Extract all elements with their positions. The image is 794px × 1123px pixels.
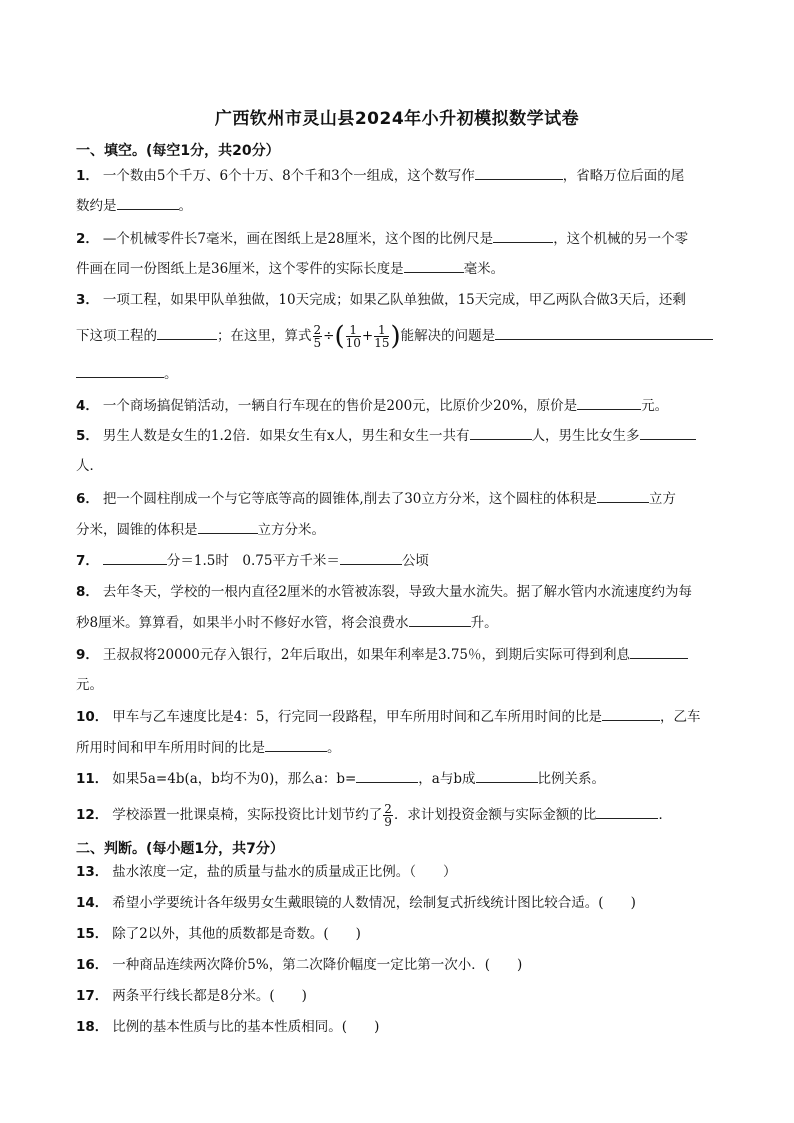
question-2 bbox=[76, 228, 688, 249]
question-text: 王叔叔将20000元存入银行，2年后取出，如果年利率是3.75％，到期后实际可得到利息 bbox=[102, 647, 630, 663]
question-text[interactable]: 比例的基本性质与比的基本性质相同。( ) bbox=[112, 1019, 380, 1035]
answer-blank[interactable] bbox=[597, 488, 649, 503]
answer-blank[interactable] bbox=[495, 325, 713, 340]
question-text: 一个商场搞促销活动，一辆自行车现在的售价是200元，比原价少20%，原价是 bbox=[102, 398, 578, 414]
question-5 bbox=[76, 425, 696, 446]
question-text: 甲车与乙车速度比是4：5，行完同一段路程，甲车所用时间和乙车所用时间的比是 bbox=[112, 709, 602, 725]
answer-blank[interactable] bbox=[640, 425, 696, 440]
answer-blank[interactable] bbox=[404, 258, 464, 273]
question-8-cont bbox=[76, 612, 498, 633]
answer-blank[interactable] bbox=[198, 519, 258, 534]
question-2-cont bbox=[76, 258, 504, 279]
question-text: 分＝1.5时 0.75平方千米＝ bbox=[166, 553, 340, 569]
question-text: ，a与b成 bbox=[418, 771, 476, 787]
question-15 bbox=[76, 924, 361, 944]
question-11 bbox=[76, 768, 605, 789]
question-number: 3． bbox=[76, 292, 99, 308]
section-judgement-heading: 二、判断。(每小题1分，共7分） bbox=[76, 841, 284, 857]
question-text: ． bbox=[658, 807, 672, 823]
question-text: 秒8厘米。算算看，如果半小时不修好水管，将会浪费水 bbox=[76, 615, 409, 631]
question-text: 下这项工程的 bbox=[76, 328, 157, 344]
question-18 bbox=[76, 1017, 379, 1037]
question-text: 升。 bbox=[470, 615, 498, 631]
question-text: ，省略万位后面的尾 bbox=[562, 168, 685, 184]
answer-blank[interactable] bbox=[630, 644, 688, 659]
question-number: 18． bbox=[76, 1019, 109, 1035]
fraction: $\frac{1}{15}$ bbox=[374, 323, 390, 350]
question-text[interactable]: 希望小学要统计各年级男女生戴眼镜的人数情况，绘制复式折线统计图比较合适。( ) bbox=[112, 895, 636, 911]
question-9 bbox=[76, 644, 688, 665]
question-text: ，这个机械的另一个零 bbox=[553, 231, 689, 247]
question-text: 人． bbox=[76, 458, 103, 474]
question-text: ．求计划投资金额与实际金额的比 bbox=[393, 807, 597, 823]
question-number: 2． bbox=[76, 231, 99, 247]
fraction: $\frac{1}{10}$ bbox=[345, 323, 361, 350]
question-number: 17． bbox=[76, 988, 109, 1004]
answer-blank[interactable] bbox=[470, 425, 532, 440]
question-number: 12． bbox=[76, 807, 109, 823]
question-number: 16． bbox=[76, 957, 109, 973]
question-text: 公顷 bbox=[401, 553, 429, 569]
question-10 bbox=[76, 706, 700, 727]
question-text: —个机械零件长7毫米，画在图纸上是28厘米，这个图的比例尺是 bbox=[102, 231, 494, 247]
question-number: 6． bbox=[76, 491, 99, 507]
answer-blank[interactable] bbox=[596, 804, 658, 819]
answer-blank[interactable] bbox=[356, 768, 418, 783]
question-6-cont bbox=[76, 519, 325, 540]
question-text[interactable]: 除了2以外，其他的质数都是奇数。( ) bbox=[112, 926, 361, 942]
answer-blank[interactable] bbox=[157, 325, 217, 340]
question-17 bbox=[76, 986, 307, 1006]
question-text: 所用时间和甲车所用时间的比是 bbox=[76, 740, 265, 756]
question-number: 10． bbox=[76, 709, 109, 725]
question-text: 元。 bbox=[641, 398, 669, 414]
question-text: 把一个圆柱削成一个与它等底等高的圆锥体,削去了30立方分米，这个圆柱的体积是 bbox=[102, 491, 597, 507]
question-10-cont bbox=[76, 737, 341, 758]
question-text: 立方 bbox=[648, 491, 676, 507]
question-text: 比例关系。 bbox=[537, 771, 605, 787]
question-number: 15． bbox=[76, 926, 109, 942]
question-4 bbox=[76, 395, 668, 416]
question-1 bbox=[76, 165, 684, 186]
answer-blank[interactable] bbox=[409, 612, 471, 627]
fraction: $\frac{2}{5}$ bbox=[313, 323, 322, 350]
question-text: 毫米。 bbox=[463, 261, 505, 277]
section-fill-blank-heading: 一、填空。(每空1分，共20分） bbox=[76, 143, 280, 159]
question-text: 学校添置一批课桌椅，实际投资比计划节约了 bbox=[112, 807, 383, 823]
question-text: 去年冬天，学校的一根内直径2厘米的水管被冻裂，导致大量水流失。据了解水管内水流速度约为每 bbox=[102, 584, 692, 600]
question-text: 。 bbox=[327, 740, 341, 756]
answer-blank[interactable] bbox=[602, 706, 660, 721]
question-number: 9． bbox=[76, 647, 99, 663]
question-text: 数约是 bbox=[76, 198, 117, 214]
question-9-cont bbox=[76, 675, 103, 695]
question-number: 7． bbox=[76, 553, 99, 569]
question-7 bbox=[76, 550, 429, 571]
answer-blank[interactable] bbox=[476, 768, 538, 783]
question-text: 一个数由5个千万、6个十万、8个千和3个一组成，这个数写作 bbox=[102, 168, 475, 184]
question-number: 5． bbox=[76, 428, 99, 444]
question-number: 4． bbox=[76, 398, 99, 414]
question-6 bbox=[76, 488, 676, 509]
question-number: 8． bbox=[76, 584, 99, 600]
answer-blank[interactable] bbox=[76, 363, 164, 378]
question-14 bbox=[76, 893, 636, 913]
question-3 bbox=[76, 290, 686, 310]
question-text[interactable]: 一种商品连续两次降价5%，第二次降价幅度一定比第一次小．( ) bbox=[112, 957, 523, 973]
question-number: 13． bbox=[76, 864, 109, 880]
question-3-cont: 下这项工程的 ；在这里，算式 $\frac{2}{5}$ ÷( $\frac{1}{10}$ + $\frac{1}{15}$ )能解决的问题是 bbox=[76, 322, 713, 351]
fraction: $\frac{2}{9}$ bbox=[384, 802, 392, 829]
answer-blank[interactable] bbox=[265, 737, 327, 752]
question-number: 11． bbox=[76, 771, 109, 787]
question-text: 。 bbox=[178, 198, 192, 214]
question-number: 1． bbox=[76, 168, 99, 184]
question-text: 男生人数是女生的1.2倍．如果女生有x人，男生和女生一共有 bbox=[102, 428, 470, 444]
answer-blank[interactable] bbox=[493, 228, 553, 243]
question-text: 件画在同一份图纸上是36厘米，这个零件的实际长度是 bbox=[76, 261, 404, 277]
question-number: 14． bbox=[76, 895, 109, 911]
answer-blank[interactable] bbox=[117, 195, 179, 210]
answer-blank[interactable] bbox=[577, 395, 641, 410]
question-13 bbox=[76, 862, 457, 882]
answer-blank[interactable] bbox=[340, 550, 402, 565]
question-3-end bbox=[76, 363, 178, 384]
question-text: 元。 bbox=[76, 677, 103, 693]
question-text: ；在这里，算式 bbox=[217, 328, 312, 344]
question-5-cont bbox=[76, 456, 103, 476]
question-text[interactable]: 盐水浓度一定，盐的质量与盐水的质量成正比例。（ ） bbox=[112, 864, 457, 880]
question-text: 人，男生比女生多 bbox=[531, 428, 640, 444]
question-text: 如果5a=4b(a，b均不为0)，那么a：b= bbox=[112, 771, 357, 787]
question-16 bbox=[76, 955, 522, 975]
question-text: 立方分米。 bbox=[257, 522, 325, 538]
question-text: ，乙车 bbox=[659, 709, 701, 725]
question-8 bbox=[76, 582, 692, 602]
question-1-cont bbox=[76, 195, 192, 216]
exam-title: 广西钦州市灵山县2024年小升初模拟数学试卷 bbox=[214, 109, 580, 129]
question-text[interactable]: 两条平行线长都是8分米。( ) bbox=[112, 988, 307, 1004]
answer-blank[interactable] bbox=[103, 550, 167, 565]
question-text: 一项工程，如果甲队单独做，10天完成；如果乙队单独做，15天完成，甲乙两队合做3天后，还剩 bbox=[102, 292, 686, 308]
question-text: 分米，圆锥的体积是 bbox=[76, 522, 198, 538]
question-text: 能解决的问题是 bbox=[400, 328, 496, 344]
question-text: 。 bbox=[164, 366, 178, 382]
question-12 bbox=[76, 800, 672, 830]
answer-blank[interactable] bbox=[475, 165, 563, 180]
